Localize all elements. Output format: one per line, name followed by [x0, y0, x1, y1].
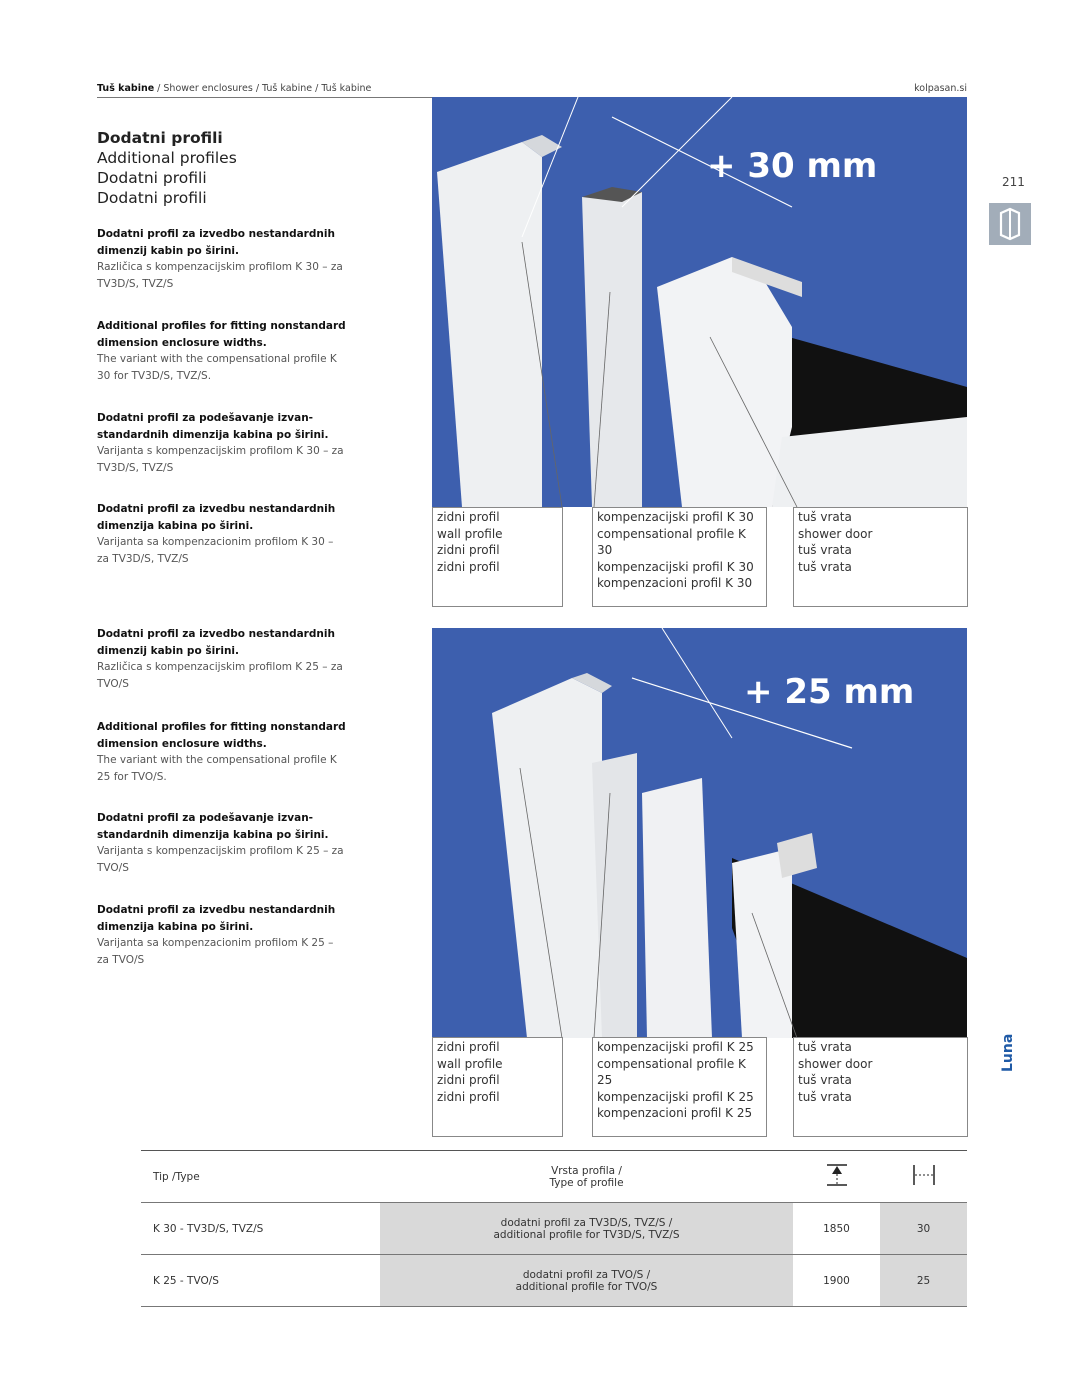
breadcrumb: [97, 83, 371, 94]
description-block: Additional profiles for fitting nonstandard dimension enclosure widths. The variant with the compensational profile K 25 for TVO/S.: [97, 721, 346, 783]
series-label: Luna: [1000, 1033, 1016, 1072]
callout-wall-profile: zidni profil wall profile zidni profil zidni profil: [432, 507, 563, 607]
cell-profile: dodatni profil za TVO/S / additional profile for TVO/S: [380, 1255, 793, 1307]
description-block: Dodatni profil za izvedbu nestandardnih dimenzija kabina po širini. Varijanta sa kompenzacionim profilom K 30 – za TV3D/S, TVZ/S: [97, 503, 336, 565]
profile-illustration-k25: [432, 628, 967, 1038]
description-block: Dodatni profil za izvedbo nestandardnih dimenzij kabin po širini. Različica s kompenzacijskim profilom K 25 – za TVO/S: [97, 628, 343, 690]
callout-shower-door: tuš vrata shower door tuš vrata tuš vrata: [793, 1037, 968, 1137]
cell-type: K 25 - TVO/S: [141, 1255, 380, 1307]
description-block: Dodatni profil za izvedbo nestandardnih dimenzij kabin po širini. Različica s kompenzacijskim profilom K 30 – za TV3D/S, TVZ/S: [97, 228, 343, 290]
table-row: [141, 1203, 967, 1255]
product-table: [141, 1150, 967, 1307]
title-sl: Dodatni profili: [97, 129, 223, 147]
profile-illustration-k30: [432, 97, 967, 507]
width-icon: [880, 1151, 967, 1203]
breadcrumb-current[interactable]: Tuš kabine: [97, 83, 155, 94]
breadcrumb-path[interactable]: / Shower enclosures / Tuš kabine / Tuš kabine: [154, 83, 372, 94]
description-block: Additional profiles for fitting nonstandard dimension enclosure widths. The variant with the compensational profile K 30 for TV3D/S, TVZ/S.: [97, 320, 346, 382]
title-en: Additional profiles: [97, 149, 237, 167]
description-block: Dodatni profil za podešavanje izvan-standardnih dimenzija kabina po širini. Varijanta s kompenzacijskim profilom K 30 – za TV3D/S, TVZ/S: [97, 412, 344, 474]
title-hr: Dodatni profili: [97, 169, 207, 187]
cell-height: 1850: [793, 1203, 880, 1255]
page-title: [97, 128, 237, 208]
callout-compensational-profile: kompenzacijski profil K 30 compensational profile K 30 kompenzacijski profil K 30 kompenzacioni profil K 30: [592, 507, 767, 607]
site-url[interactable]: kolpasan.si: [914, 83, 967, 94]
table-row: [141, 1255, 967, 1307]
column-header-profile: Vrsta profila / Type of profile: [380, 1151, 793, 1203]
cell-height: 1900: [793, 1255, 880, 1307]
cell-width: 30: [880, 1203, 967, 1255]
shower-enclosure-icon: [989, 203, 1031, 245]
cell-type: K 30 - TV3D/S, TVZ/S: [141, 1203, 380, 1255]
callout-shower-door: tuš vrata shower door tuš vrata tuš vrata: [793, 507, 968, 607]
description-block: Dodatni profil za izvedbu nestandardnih dimenzija kabina po širini. Varijanta sa kompenzacionim profilom K 25 – za TVO/S: [97, 904, 336, 966]
dimension-label: + 30 mm: [707, 146, 878, 186]
cell-profile: dodatni profil za TV3D/S, TVZ/S / additional profile for TV3D/S, TVZ/S: [380, 1203, 793, 1255]
height-icon: [793, 1151, 880, 1203]
callout-compensational-profile: kompenzacijski profil K 25 compensational profile K 25 kompenzacijski profil K 25 kompenzacioni profil K 25: [592, 1037, 767, 1137]
dimension-label: + 25 mm: [744, 672, 915, 712]
callout-wall-profile: zidni profil wall profile zidni profil zidni profil: [432, 1037, 563, 1137]
page-number: 211: [1002, 175, 1025, 189]
title-sr: Dodatni profili: [97, 189, 207, 207]
description-block: Dodatni profil za podešavanje izvan-standardnih dimenzija kabina po širini. Varijanta s kompenzacijskim profilom K 25 – za TVO/S: [97, 812, 344, 874]
column-header-type: Tip /Type: [141, 1151, 380, 1203]
cell-width: 25: [880, 1255, 967, 1307]
